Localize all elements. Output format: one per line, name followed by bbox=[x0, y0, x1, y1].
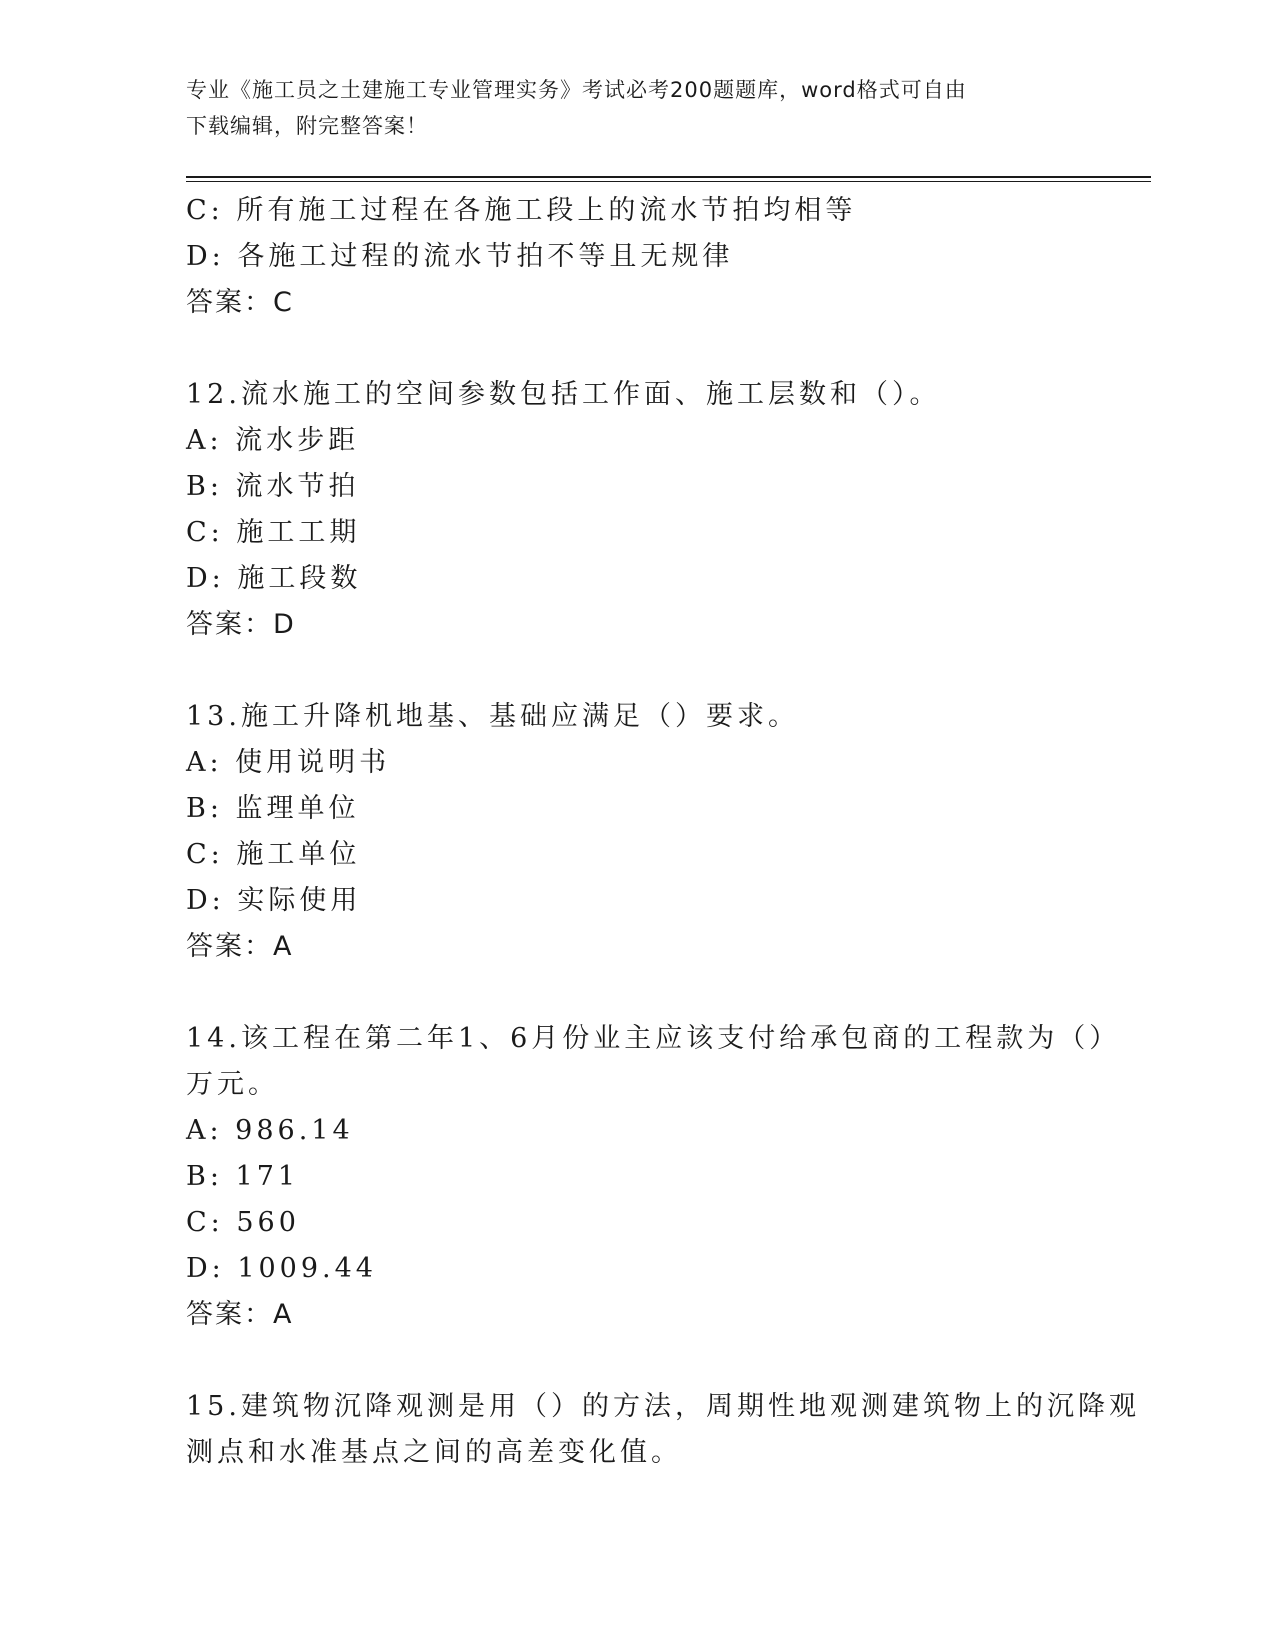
header-divider-thick bbox=[186, 176, 1151, 178]
answer-line: 答案：D bbox=[186, 609, 296, 640]
header-divider-thin bbox=[186, 181, 1151, 182]
question-13 bbox=[186, 694, 1086, 970]
question-12 bbox=[186, 372, 1086, 648]
option-d: D: 施工段数 bbox=[186, 563, 362, 594]
option-c: C: 施工单位 bbox=[186, 839, 361, 870]
header-title-line-2: 下载编辑，附完整答案！ bbox=[186, 114, 428, 138]
option-c: C: 施工工期 bbox=[186, 517, 361, 548]
option-a: A: 使用说明书 bbox=[186, 747, 391, 778]
question-11 bbox=[186, 188, 1086, 326]
answer-line: 答案：A bbox=[186, 1299, 294, 1330]
answer-line: 答案：C bbox=[186, 287, 294, 318]
header-title-line-1: 专业《施工员之土建施工专业管理实务》考试必考200题题库，word格式可自由 bbox=[186, 78, 967, 102]
question-list bbox=[186, 188, 1140, 1476]
option-a: A: 流水步距 bbox=[186, 425, 360, 456]
spacer bbox=[186, 326, 1086, 372]
spacer bbox=[186, 1338, 1086, 1384]
question-text-line-2: 万元。 bbox=[186, 1069, 279, 1100]
option-d: D: 各施工过程的流水节拍不等且无规律 bbox=[186, 241, 734, 272]
question-text: 12.流水施工的空间参数包括工作面、施工层数和（）。 bbox=[186, 379, 941, 410]
option-d: D: 1009.44 bbox=[186, 1253, 377, 1284]
question-15 bbox=[186, 1384, 1140, 1476]
option-d: D: 实际使用 bbox=[186, 885, 362, 916]
spacer bbox=[186, 970, 1086, 1016]
answer-line: 答案：A bbox=[186, 931, 294, 962]
option-b: B: 流水节拍 bbox=[186, 471, 360, 502]
spacer bbox=[186, 648, 1086, 694]
option-b: B: 监理单位 bbox=[186, 793, 360, 824]
option-c: C: 所有施工过程在各施工段上的流水节拍均相等 bbox=[186, 195, 857, 226]
question-text-line-1: 14.该工程在第二年1、6月份业主应该支付给承包商的工程款为（） bbox=[186, 1023, 1121, 1054]
question-14 bbox=[186, 1016, 1121, 1338]
question-text-line-2: 测点和水准基点之间的高差变化值。 bbox=[186, 1437, 682, 1468]
document-header bbox=[186, 72, 1066, 144]
option-c: C: 560 bbox=[186, 1207, 300, 1238]
option-b: B: 171 bbox=[186, 1161, 300, 1192]
question-text-line-1: 15.建筑物沉降观测是用（）的方法，周期性地观测建筑物上的沉降观 bbox=[186, 1391, 1140, 1422]
option-a: A: 986.14 bbox=[186, 1115, 354, 1146]
question-text: 13.施工升降机地基、基础应满足（）要求。 bbox=[186, 701, 799, 732]
